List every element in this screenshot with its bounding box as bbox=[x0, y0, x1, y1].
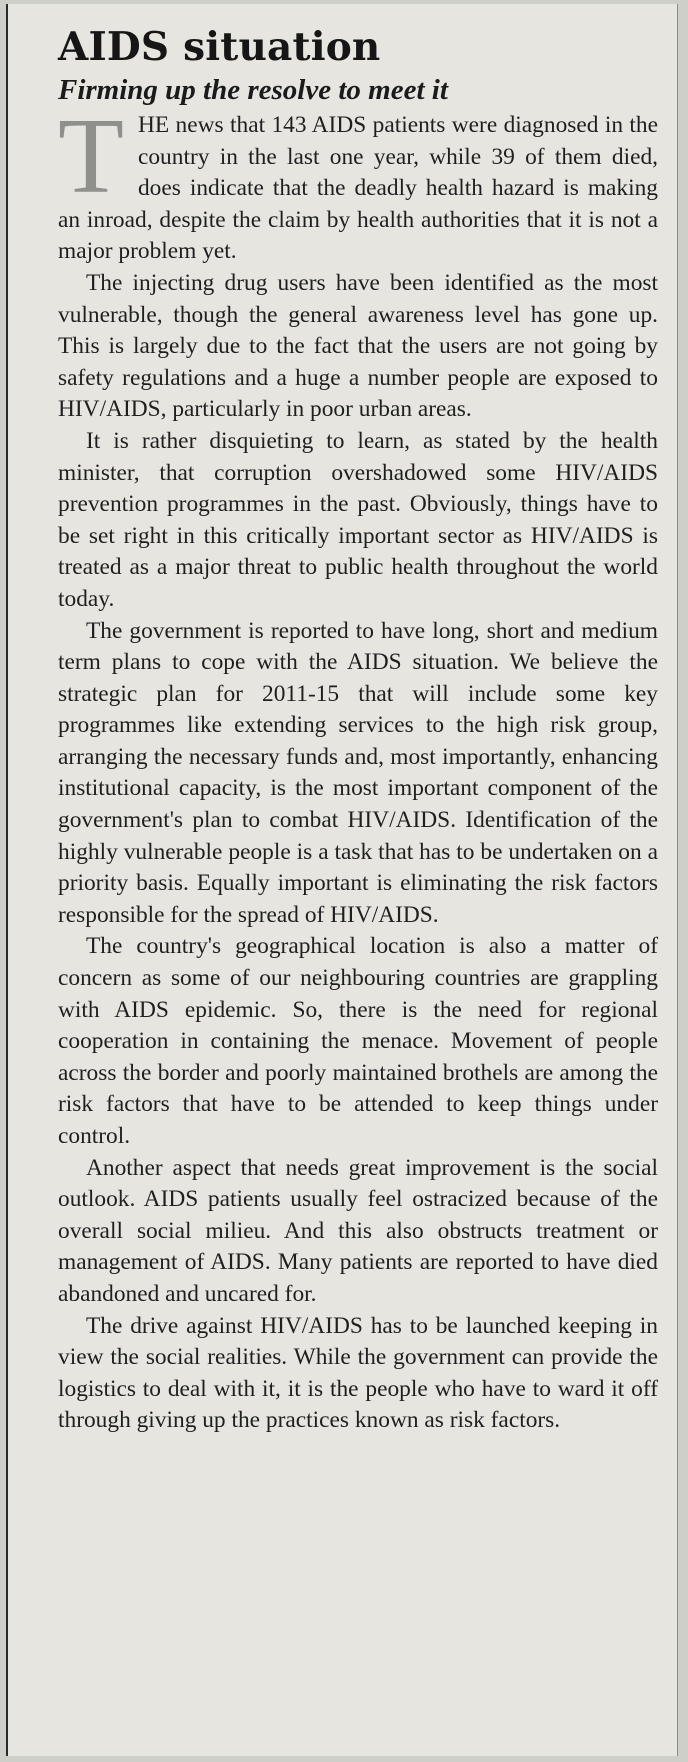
paragraph-1-text: HE news that 143 AIDS patients were diagnosed in the country in the last one year, while 39 of them died, does indicate that the deadly health hazard is making an inroad, despite the claim by health authorities that it is not a major problem yet. bbox=[58, 112, 658, 265]
article-subheadline: Firming up the resolve to meet it bbox=[58, 74, 448, 106]
article-paragraph-5: The country's geographical location is also a matter of concern as some of our neighbouring countries are grappling with AIDS epidemic. So, there is the need for regional cooperation in containing the menace. Movement of people across the border and poorly maintained brothels are among the risk factors that have to be attended to keep things under control. bbox=[58, 933, 658, 1149]
article-paragraph-1 bbox=[58, 97, 658, 268]
article-paragraph-2: The injecting drug users have been identified as the most vulnerable, though the general awareness level has gone up. This is largely due to the fact that the users are not going by safety regulations and a huge a number people are exposed to HIV/AIDS, particularly in poor urban areas. bbox=[58, 269, 658, 423]
article-paragraph-6: Another aspect that needs great improvement is the social outlook. AIDS patients usually feel ostracized because of the overall social milieu. And this also obstructs treatment or management of AIDS. Many patients are reported to have died abandoned and uncared for. bbox=[58, 1154, 658, 1307]
article-body bbox=[58, 97, 658, 1437]
editorial-article bbox=[58, 22, 658, 1437]
article-headline: AIDS situation bbox=[58, 24, 381, 70]
drop-cap: T bbox=[58, 97, 124, 216]
article-paragraph-4: The government is reported to have long, short and medium term plans to cope with the AIDS situation. We believe the strategic plan for 2011-15 that will include some key programmes like extending services to the high risk group, arranging the necessary funds and, most importantly, enhancing institutional capacity, is the most important component of the government's plan to combat HIV/AIDS. Identification of the highly vulnerable people is a task that has to be undertaken on a priority basis. Equally important is eliminating the risk factors responsible for the spread of HIV/AIDS. bbox=[58, 617, 658, 928]
article-paragraph-3: It is rather disquieting to learn, as stated by the health minister, that corruption overshadowed some HIV/AIDS prevention programmes in the past. Obviously, things have to be set right in this critically important sector as HIV/AIDS is treated as a major threat to public health throughout the world today. bbox=[58, 427, 658, 612]
article-paragraph-7: The drive against HIV/AIDS has to be launched keeping in view the social realities. While the government can provide the logistics to deal with it, it is the people who have to ward it off through giving up the practices known as risk factors. bbox=[58, 1312, 658, 1434]
newspaper-clipping bbox=[6, 4, 678, 1756]
